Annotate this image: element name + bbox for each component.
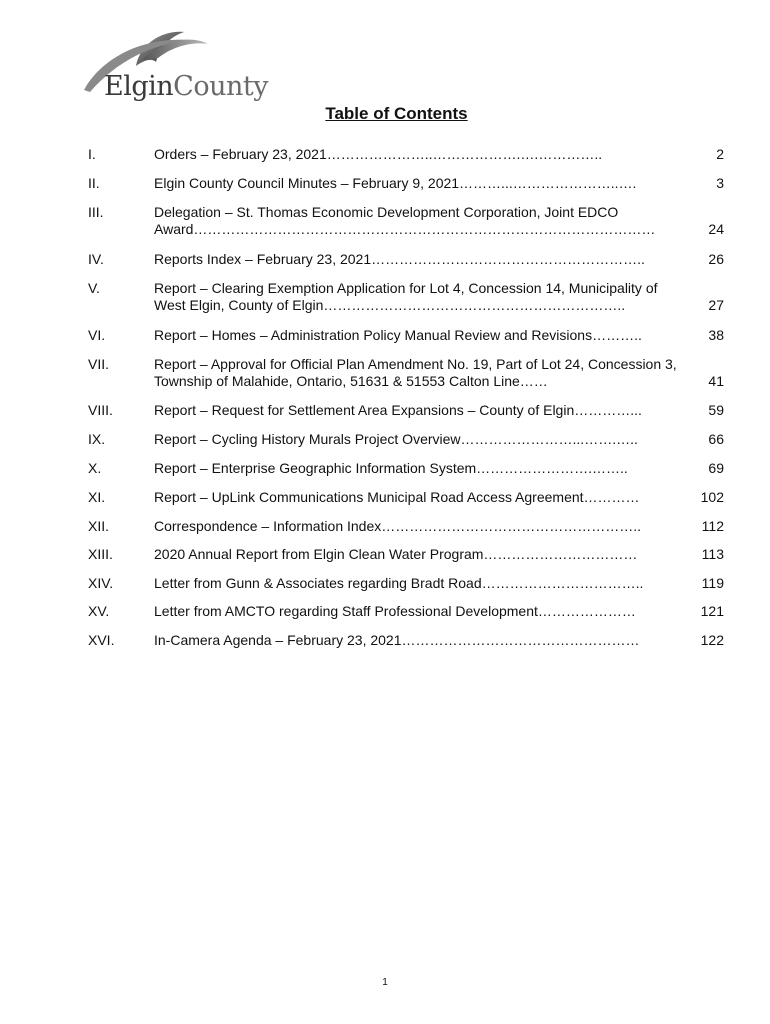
- toc-entry-title: Elgin County Council Minutes – February 9, 2021………...…………………..….: [154, 175, 637, 191]
- toc-entry-number: III.: [88, 204, 104, 220]
- toc-entry-page: 2: [716, 146, 724, 162]
- toc-entry-number: IX.: [88, 431, 106, 447]
- logo-word-county: County: [173, 71, 268, 102]
- logo-word-elgin: Elgin: [104, 71, 174, 102]
- toc-entry-number: VI.: [88, 327, 106, 343]
- toc-entry-page: 122: [700, 632, 724, 648]
- toc-entry-page: 113: [701, 546, 724, 562]
- toc-entry-number: XII.: [88, 518, 110, 534]
- toc-entry-title: Report – UpLink Communications Municipal Road Access Agreement…………: [154, 489, 640, 505]
- toc-entry-number: I.: [88, 146, 96, 162]
- toc-entry-page: 41: [708, 373, 724, 389]
- toc-entry-title: Report – Clearing Exemption Application for Lot 4, Concession 14, Municipality of West Elgin, County of Elgin………………………………………………………..: [154, 280, 658, 313]
- toc-entry-page: 112: [701, 518, 724, 534]
- toc-entry-title: Report – Approval for Official Plan Amendment No. 19, Part of Lot 24, Concession 3, Township of Malahide, Ontario, 51631 & 51553 Calton Line……: [154, 356, 677, 389]
- toc-entry-page: 121: [700, 603, 724, 619]
- toc-entry-number: XI.: [88, 489, 106, 505]
- toc-entry-number: VIII.: [88, 402, 113, 418]
- toc-entry-page: 26: [708, 251, 724, 267]
- toc-entry-page: 59: [708, 402, 724, 418]
- toc-entry-number: V.: [88, 280, 100, 296]
- toc-entry-page: 69: [708, 460, 724, 476]
- toc-entry-page: 102: [700, 489, 724, 505]
- toc-entry-number: XVI.: [88, 632, 115, 648]
- toc-entry-title: Report – Cycling History Murals Project Overview……………………...…….…..: [154, 431, 638, 447]
- toc-entry-title: Reports Index – February 23, 2021…………………………………………………..: [154, 251, 645, 267]
- toc-entry-number: IV.: [88, 251, 104, 267]
- toc-entry-title: Letter from AMCTO regarding Staff Professional Development…………………: [154, 603, 636, 619]
- toc-entry-title: Correspondence – Information Index………………………………………………..: [154, 518, 642, 534]
- toc-entry-title: Delegation – St. Thomas Economic Development Corporation, Joint EDCO Award………………………………………………………………………………………: [154, 204, 656, 237]
- toc-entry-page: 3: [716, 175, 724, 191]
- toc-entry-number: II.: [88, 175, 100, 191]
- page-title: Table of Contents: [325, 104, 468, 123]
- toc-entry-number: XIV.: [88, 575, 114, 591]
- toc-entry-title: Report – Homes – Administration Policy Manual Review and Revisions………..: [154, 327, 642, 343]
- toc-entry-title: Letter from Gunn & Associates regarding Bradt Road……………………………..: [154, 575, 644, 591]
- toc-entry-title: Report – Enterprise Geographic Information System…………………….……..: [154, 460, 628, 476]
- toc-entry-number: VII.: [88, 356, 110, 372]
- toc-entry-number: XV.: [88, 603, 110, 619]
- toc-entry-title: In-Camera Agenda – February 23, 2021……………………………………………: [154, 632, 640, 648]
- page-number: 1: [382, 977, 388, 988]
- toc-entry-page: 38: [708, 327, 724, 343]
- toc-entry-title: Report – Request for Settlement Area Expansions – County of Elgin…………...: [154, 402, 642, 418]
- toc-entry-page: 66: [708, 431, 724, 447]
- toc-entry-title: 2020 Annual Report from Elgin Clean Water Program……………………………: [154, 546, 638, 562]
- toc-entry-page: 119: [701, 575, 724, 591]
- toc-entry-title: Orders – February 23, 2021…………………..……………….….…………..: [154, 146, 603, 162]
- toc-entry-page: 24: [708, 221, 724, 237]
- toc-entry-page: 27: [708, 297, 724, 313]
- toc-entry-number: X.: [88, 460, 102, 476]
- toc-entry-number: XIII.: [88, 546, 113, 562]
